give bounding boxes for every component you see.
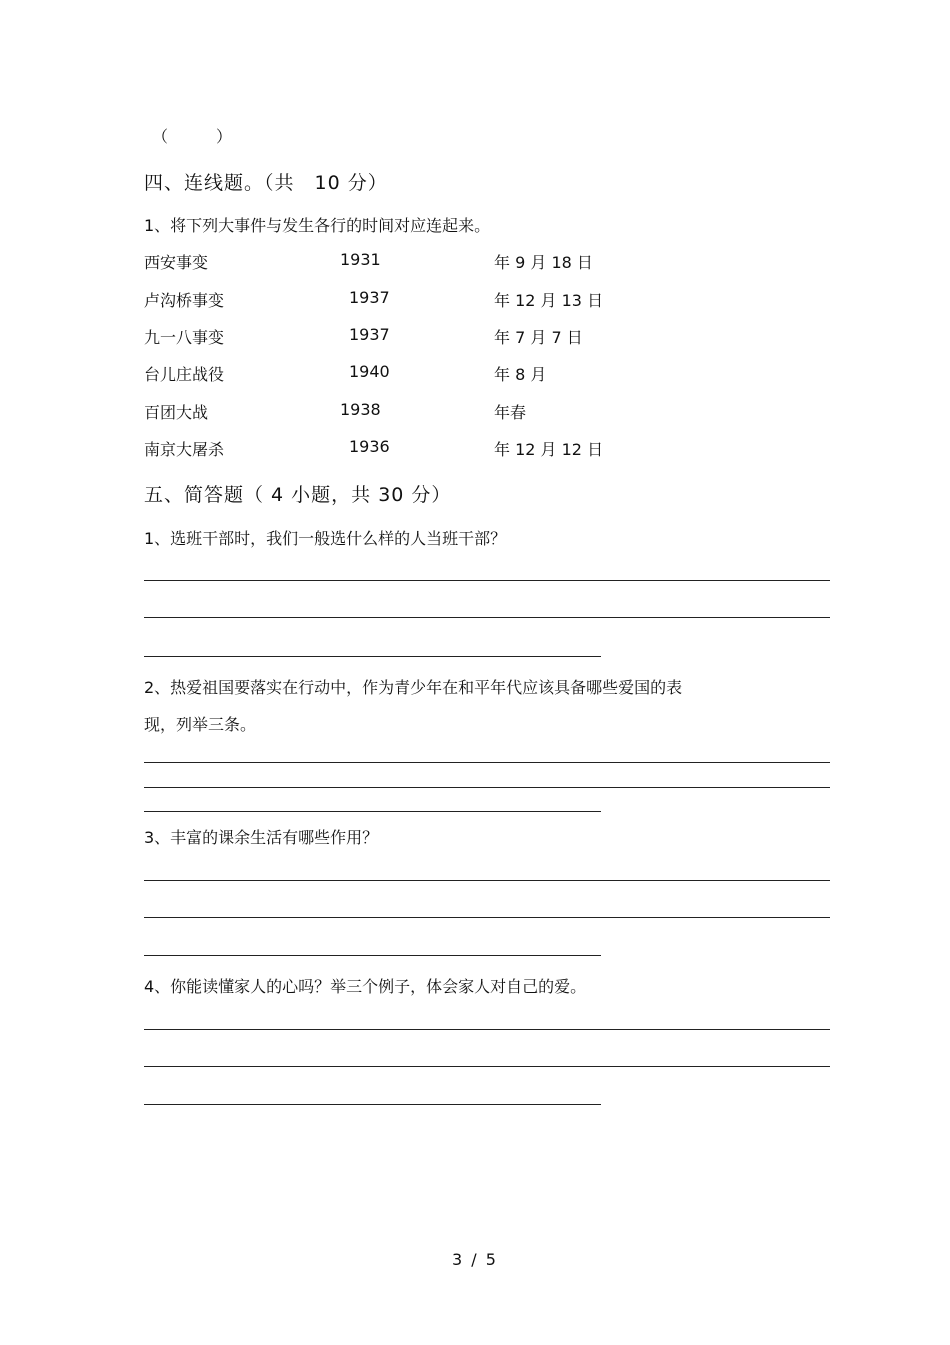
answer-line[interactable] <box>144 811 601 812</box>
event-cell: 卢沟桥事变 <box>144 291 225 310</box>
answer-line[interactable] <box>144 656 601 657</box>
answer-line[interactable] <box>144 762 830 763</box>
date-cell: 年 12 月 12 日 <box>494 440 604 459</box>
date-cell: 年 12 月 13 日 <box>494 291 604 310</box>
answer-line[interactable] <box>144 580 830 581</box>
year-cell: 1937 <box>349 325 390 344</box>
event-cell: 百团大战 <box>144 403 209 422</box>
question-3: 3、丰富的课余生活有哪些作用？ <box>144 828 379 847</box>
answer-line[interactable] <box>144 955 601 956</box>
answer-line[interactable] <box>144 1066 830 1067</box>
date-cell: 年 8 月 <box>494 365 547 384</box>
event-cell: 西安事变 <box>144 253 209 272</box>
section-5-title: 五、简答题（ 4 小题，共 30 分） <box>144 484 452 506</box>
answer-line[interactable] <box>144 617 830 618</box>
year-cell: 1936 <box>349 437 390 456</box>
year-cell: 1937 <box>349 288 390 307</box>
section-4-title: 四、连线题。（共 10 分） <box>144 172 388 194</box>
section-4-question: 1、将下列大事件与发生各行的时间对应连起来。 <box>144 216 491 235</box>
answer-line[interactable] <box>144 1104 601 1105</box>
year-cell: 1940 <box>349 362 390 381</box>
question-2: 2、热爱祖国要落实在行动中，作为青少年在和平年代应该具备哪些爱国的表 <box>144 678 683 697</box>
question-1: 1、选班干部时，我们一般选什么样的人当班干部？ <box>144 529 507 548</box>
event-cell: 九一八事变 <box>144 328 225 347</box>
question-2-continued: 现，列举三条。 <box>144 715 257 734</box>
answer-line[interactable] <box>144 787 830 788</box>
event-cell: 南京大屠杀 <box>144 440 225 459</box>
event-cell: 台儿庄战役 <box>144 365 225 384</box>
year-cell: 1931 <box>340 250 381 269</box>
date-cell: 年 9 月 18 日 <box>494 253 593 272</box>
answer-paren: （ ） <box>152 127 233 146</box>
date-cell: 年春 <box>494 403 527 422</box>
year-cell: 1938 <box>340 400 381 419</box>
answer-line[interactable] <box>144 1029 830 1030</box>
question-4: 4、你能读懂家人的心吗？举三个例子，体会家人对自己的爱。 <box>144 977 587 996</box>
page-number: 3 / 5 <box>452 1250 498 1269</box>
date-cell: 年 7 月 7 日 <box>494 328 583 347</box>
answer-line[interactable] <box>144 880 830 881</box>
answer-line[interactable] <box>144 917 830 918</box>
